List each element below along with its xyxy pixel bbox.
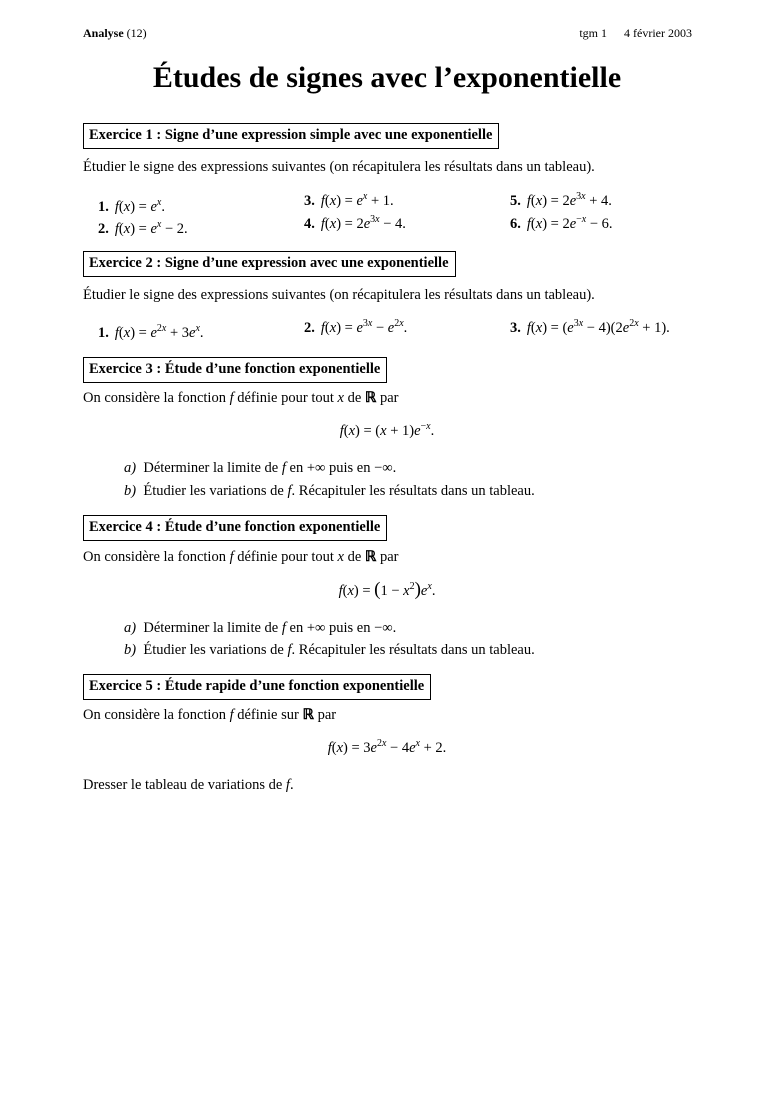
ex1-formula-3: $f(x) = e^x + 1$. [320, 191, 394, 209]
exercise-5-formula: $f(x) = 3e^{2x} - 4e^x + 2$. [327, 738, 447, 756]
ex1-item-5: 5. $f(x) = 2e^{3x} + 4$. [510, 191, 612, 209]
header-right [579, 26, 692, 41]
ex2-formula-2: $f(x) = e^{3x} - e^{2x}$. [320, 318, 408, 336]
ex1-item-6: 6. $f(x) = 2e^{-x} - 6$. [510, 214, 613, 232]
exercise-4-formula: $f(x) = (1 - x^2)e^x$. [338, 579, 436, 600]
ex1-item-1: 1. $f(x) = e^x$. [98, 197, 165, 215]
ex1-item-2: 2. $f(x) = e^x - 2$. [98, 219, 188, 237]
exercise-4-heading: Exercice 4 : Étude d’une fonction exponentielle [83, 515, 387, 541]
ex1-formula-5: $f(x) = 2e^{3x} + 4$. [526, 191, 612, 209]
ex2-item-3: 3. $f(x) = (e^{3x} - 4)(2e^{2x} + 1)$. [510, 318, 670, 336]
exercise-2-instruction: Étudier le signe des expressions suivantes (on récapitulera les résultats dans un tableau). [83, 287, 595, 303]
exercise-4-question-b: b) Étudier les variations de f. Récapituler les résultats dans un tableau. [124, 642, 535, 658]
header-class: tgm 1 [579, 26, 608, 40]
exercise-4-intro: On considère la fonction f définie pour tout x de ℝ par [83, 549, 399, 565]
exercise-1-instruction: Étudier le signe des expressions suivantes (on récapitulera les résultats dans un tableau). [83, 159, 595, 175]
ex1-formula-6: $f(x) = 2e^{-x} - 6$. [526, 214, 613, 232]
ex2-item-1: 1. $f(x) = e^{2x} + 3e^x$. [98, 323, 204, 341]
ex1-formula-4: $f(x) = 2e^{3x} - 4$. [320, 214, 406, 232]
page-title: Études de signes avec l’exponentielle [152, 61, 622, 94]
ex2-item-2: 2. $f(x) = e^{3x} - e^{2x}$. [304, 318, 408, 336]
ex1-formula-1: $f(x) = e^x$. [114, 197, 165, 215]
header-date: 4 février 2003 [624, 26, 692, 40]
exercise-3-question-a: a) Déterminer la limite de f en +∞ puis en −∞. [124, 460, 397, 476]
exercise-1-heading: Exercice 1 : Signe d’une expression simple avec une exponentielle [83, 123, 499, 149]
header-number: (12) [126, 26, 147, 40]
exercise-3-formula: $f(x) = (x + 1)e^{-x}$. [339, 421, 435, 439]
ex2-formula-3: $f(x) = (e^{3x} - 4)(2e^{2x} + 1)$. [526, 318, 670, 336]
exercise-4-question-a: a) Déterminer la limite de f en +∞ puis en −∞. [124, 620, 397, 636]
header-subject: Analyse [83, 26, 124, 40]
header-left [83, 26, 147, 41]
exercise-5-final: Dresser le tableau de variations de f. [83, 777, 294, 793]
exercise-3-intro: On considère la fonction f définie pour tout x de ℝ par [83, 390, 399, 406]
exercise-3-heading: Exercice 3 : Étude d’une fonction exponentielle [83, 357, 387, 383]
exercise-3-question-b: b) Étudier les variations de f. Récapituler les résultats dans un tableau. [124, 483, 535, 499]
ex1-item-3: 3. $f(x) = e^x + 1$. [304, 191, 394, 209]
ex1-formula-2: $f(x) = e^x - 2$. [114, 219, 188, 237]
ex2-formula-1: $f(x) = e^{2x} + 3e^x$. [114, 323, 204, 341]
ex1-item-4: 4. $f(x) = 2e^{3x} - 4$. [304, 214, 406, 232]
exercise-5-intro: On considère la fonction f définie sur ℝ par [83, 707, 337, 723]
exercise-5-heading: Exercice 5 : Étude rapide d’une fonction exponentielle [83, 674, 431, 700]
exercise-2-heading: Exercice 2 : Signe d’une expression avec une exponentielle [83, 251, 456, 277]
